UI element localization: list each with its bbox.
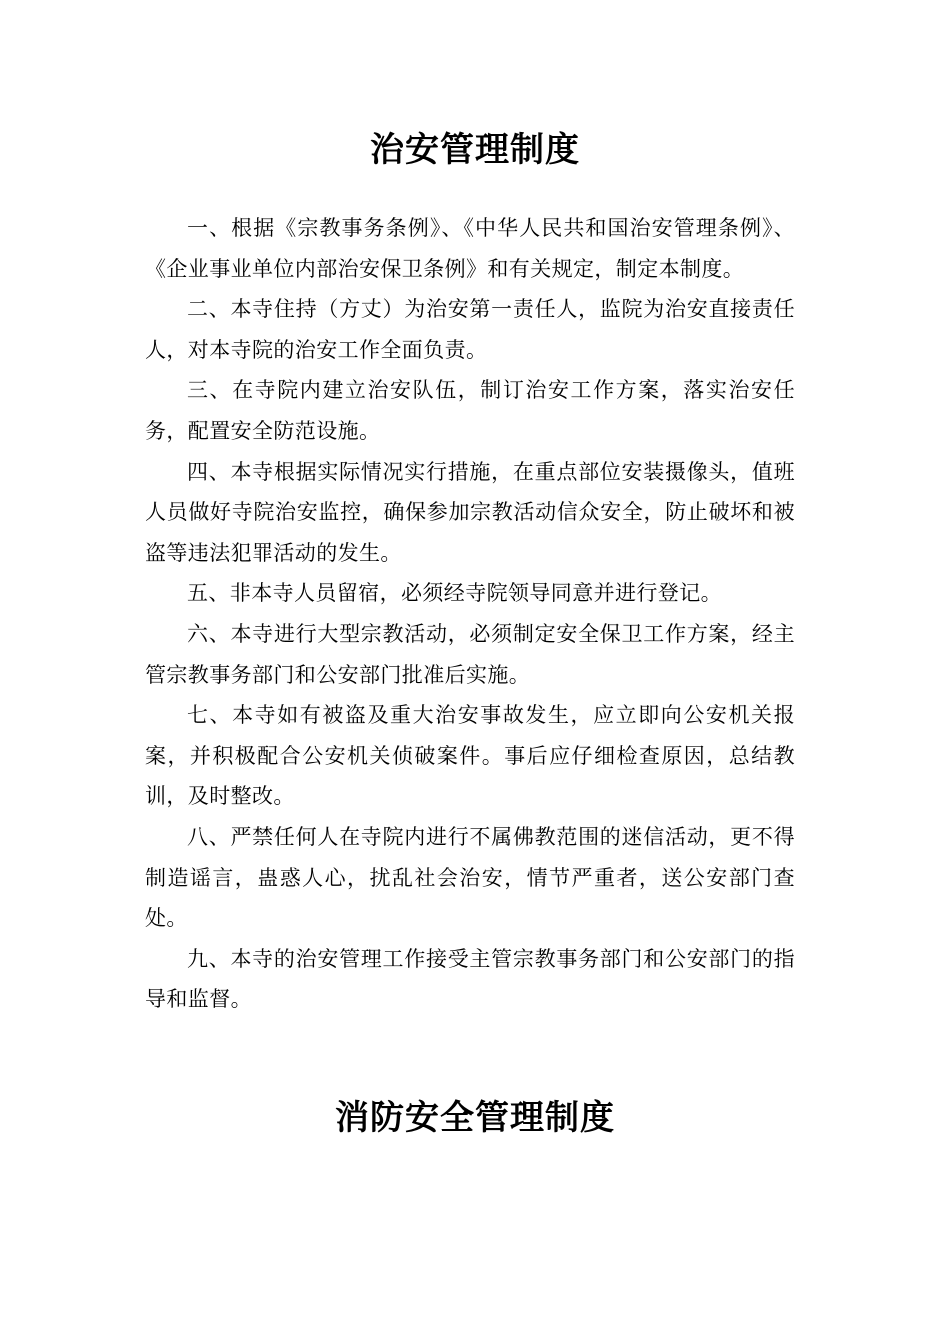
paragraph-6: 六、本寺进行大型宗教活动，必须制定安全保卫工作方案，经主管宗教事务部门和公安部门批准后实施。 [145, 621, 795, 687]
paragraph-3: 三、在寺院内建立治安队伍，制订治安工作方案，落实治安任务，配置安全防范设施。 [145, 378, 795, 443]
paragraph-1: 一、根据《宗教事务条例》、《中华人民共和国治安管理条例》、《企业事业单位内部治安保卫条例》和有关规定，制定本制度。 [145, 216, 795, 281]
paragraph-4: 四、本寺根据实际情况实行措施，在重点部位安装摄像头，值班人员做好寺院治安监控，确保参加宗教活动信众安全，防止破坏和被盗等违法犯罪活动的发生。 [145, 459, 795, 565]
paragraph-5: 五、非本寺人员留宿，必须经寺院领导同意并进行登记。 [187, 581, 722, 606]
paragraph-8: 八、严禁任何人在寺院内进行不属佛教范围的迷信活动，更不得制造谣言，蛊惑人心，扰乱社会治安，情节严重者，送公安部门查处。 [145, 824, 795, 931]
document-body [145, 208, 795, 1020]
paragraph-7: 七、本寺如有被盗及重大治安事故发生，应立即向公安机关报案，并积极配合公安机关侦破案件。事后应仔细检查原因，总结教训，及时整改。 [145, 703, 795, 809]
paragraph-2: 二、本寺住持（方丈）为治安第一责任人，监院为治安直接责任人，对本寺院的治安工作全面负责。 [145, 297, 795, 362]
next-section-title: 消防安全管理制度 [335, 1098, 615, 1138]
page-title: 治安管理制度 [370, 130, 580, 170]
paragraph-9: 九、本寺的治安管理工作接受主管宗教事务部门和公安部门的指导和监督。 [145, 946, 795, 1012]
